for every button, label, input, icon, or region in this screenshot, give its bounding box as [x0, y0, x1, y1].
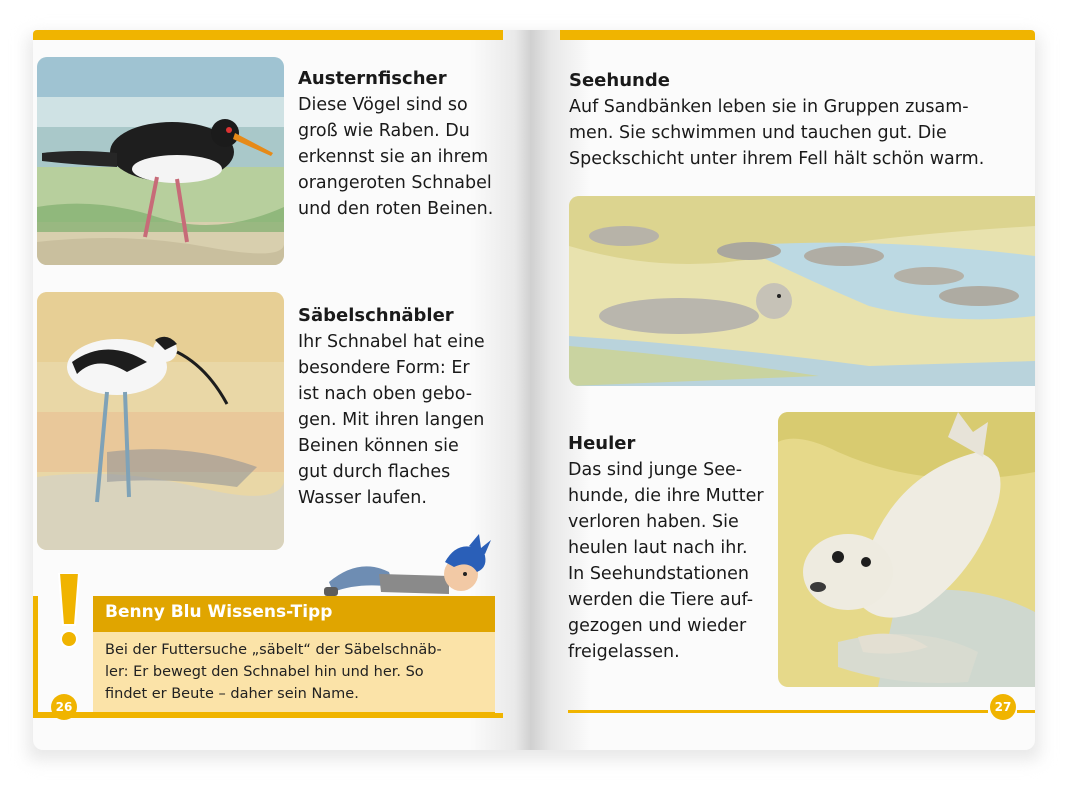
text-line: freigelassen.: [568, 642, 680, 662]
text-line: und den roten Beinen.: [298, 199, 494, 219]
left-top-bar: [33, 30, 503, 40]
text-line: gut durch flaches: [298, 462, 451, 482]
text-line: In Seehundstationen: [568, 564, 749, 584]
right-top-bar: [560, 30, 1035, 40]
text-line: ist nach oben gebo-: [298, 384, 473, 404]
section-title: Austernfischer: [298, 68, 447, 89]
text-line: erkennst sie an ihrem: [298, 147, 489, 167]
text-line: besondere Form: Er: [298, 358, 470, 378]
tip-bottom-bar: [33, 712, 495, 718]
heuler-text: [568, 431, 783, 665]
text-line: Beinen können sie: [298, 436, 459, 456]
text-line: men. Sie schwimmen und tauchen gut. Die: [569, 123, 947, 143]
exclamation-icon: [55, 573, 83, 653]
text-line: hunde, die ihre Mutter: [568, 486, 764, 506]
tip-line: Bei der Futtersuche „säbelt“ der Säbelschnäb-: [105, 642, 442, 658]
text-line: Ihr Schnabel hat eine: [298, 332, 485, 352]
tip-text: [105, 639, 442, 705]
page-number-right: 27: [990, 694, 1016, 720]
seal-pup-illustration: [778, 412, 1035, 687]
bottom-line: [568, 710, 988, 713]
text-line: werden die Tiere auf-: [568, 590, 754, 610]
right-page: [530, 30, 1035, 750]
seehunde-text: [569, 68, 1019, 172]
tip-title-bar: [93, 596, 495, 632]
tip-line: findet er Beute – daher sein Name.: [105, 686, 359, 702]
benny-blu-illustration: [319, 532, 495, 598]
austernfischer-text: [298, 66, 523, 222]
text-line: Diese Vögel sind so: [298, 95, 468, 115]
tip-title: Benny Blu Wissens-Tipp: [105, 602, 333, 622]
tip-box: [93, 632, 495, 714]
oystercatcher-illustration: [37, 57, 284, 265]
section-title: Heuler: [568, 433, 636, 454]
section-title: Seehunde: [569, 70, 670, 91]
text-line: Das sind junge See-: [568, 460, 743, 480]
seal-group-illustration: [569, 196, 1035, 386]
tip-line: ler: Er bewegt den Schnabel hin und her. So: [105, 664, 424, 680]
text-line: Speckschicht unter ihrem Fell hält schön warm.: [569, 149, 985, 169]
section-title: Säbelschnäbler: [298, 305, 454, 326]
bottom-line-end: [1017, 710, 1035, 713]
text-line: groß wie Raben. Du: [298, 121, 470, 141]
text-line: Wasser laufen.: [298, 488, 427, 508]
text-line: verloren haben. Sie: [568, 512, 739, 532]
page-number-left: 26: [51, 694, 77, 720]
text-line: orangeroten Schnabel: [298, 173, 492, 193]
left-page: [33, 30, 530, 750]
avocet-illustration: [37, 292, 284, 550]
text-line: gen. Mit ihren langen: [298, 410, 485, 430]
text-line: Auf Sandbänken leben sie in Gruppen zusam-: [569, 97, 969, 117]
text-line: heulen laut nach ihr.: [568, 538, 748, 558]
saebelschnaebler-text: [298, 303, 523, 511]
text-line: gezogen und wieder: [568, 616, 747, 636]
